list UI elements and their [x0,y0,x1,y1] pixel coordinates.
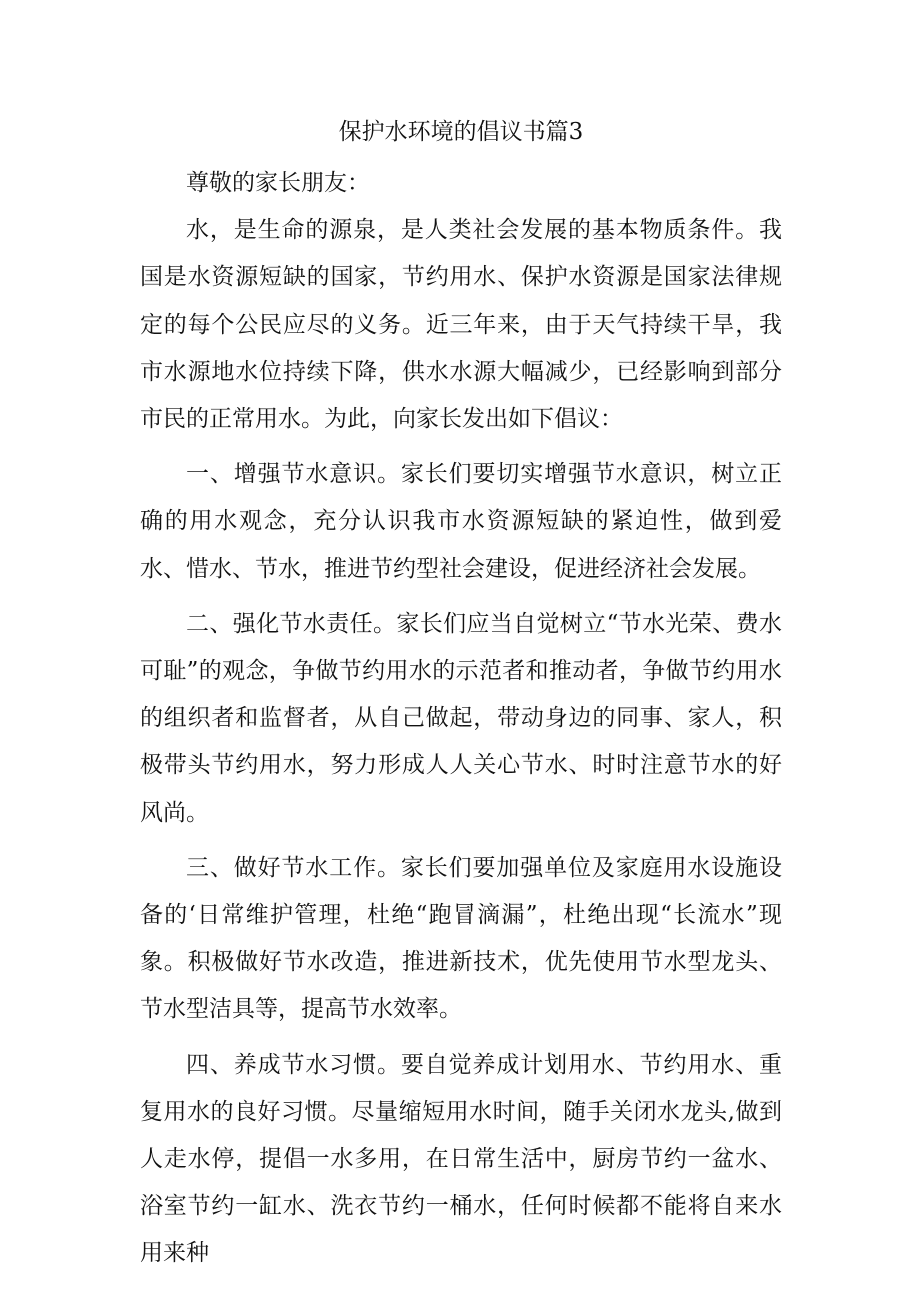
paragraph-2: 二、强化节水责任。家长们应当自觉树立“节水光荣、费水可耻”的观念，争做节约用水的示范者和推动者，争做节约用水的组织者和监督者，从自己做起，带动身边的同事、家人，积极带头节约用水，努力形成人人关心节水、时时注意节水的好风尚。 [140,610,782,826]
paragraph-intro: 水，是生命的源泉，是人类社会发展的基本物质条件。我国是水资源短缺的国家，节约用水、保护水资源是国家法律规定的每个公民应尽的义务。近三年来，由于天气持续干旱，我市水源地水位持续下降，供水水源大幅减少，已经影响到部分市民的正常用水。为此，向家长发出如下倡议： [140,217,782,433]
salutation: 尊敬的家长朋友： [186,170,370,196]
document-title: 保护水环境的倡议书篇3 [338,119,584,145]
paragraph-1: 一、增强节水意识。家长们要切实增强节水意识，树立正确的用水观念，充分认识我市水资源短缺的紧迫性，做到爱水、惜水、节水，推进节约型社会建设，促进经济社会发展。 [140,461,782,582]
document-page [140,112,782,1278]
paragraph-3: 三、做好节水工作。家长们要加强单位及家庭用水设施设备的‘日常维护管理，杜绝“跑冒滴漏”，杜绝出现“长流水”现象。积极做好节水改造，推进新技术，优先使用节水型龙头、节水型洁具等，提高节水效率。 [140,854,782,1023]
paragraph-4: 四、养成节水习惯。要自觉养成计划用水、节约用水、重复用水的良好习惯。尽量缩短用水时间，随手关闭水龙头,做到人走水停，提倡一水多用，在日常生活中，厨房节约一盆水、浴室节约一缸水、洗衣节约一桶水，任何时候都不能将自来水用来种 [140,1051,782,1267]
